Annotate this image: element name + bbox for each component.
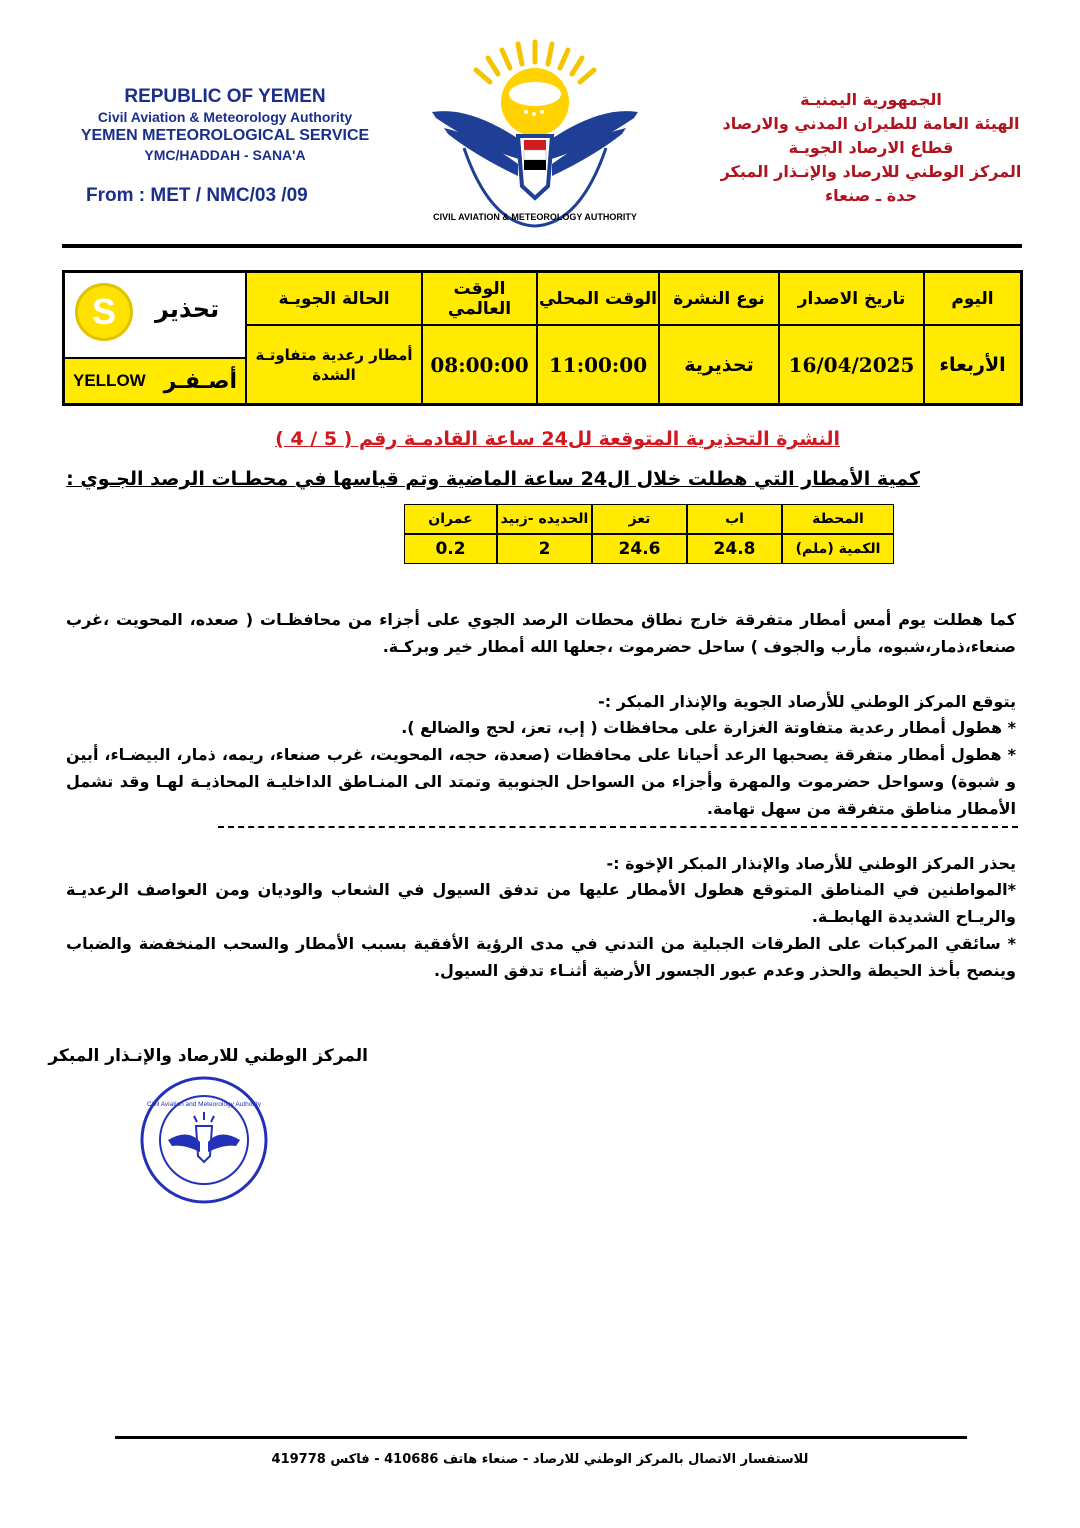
warning-level-ar: أصـفـر [163,368,237,394]
rain-header-taiz: تعز [593,505,686,533]
rain-header-amran: عمران [405,505,496,533]
header-issue-date: تاريخ الاصدار [780,273,923,324]
bulletin-info-table [62,270,1023,406]
rain-header-ibb: اب [688,505,781,533]
section-divider [218,826,1018,828]
rain-value-taiz: 24.6 [593,535,686,563]
rain-header-station: المحطة [783,505,893,533]
warning-intro: يحذر المركز الوطني للأرصاد والإنذار المبكر الإخوة :- [606,854,1016,873]
contact-footer: للاستفسار الاتصال بالمركز الوطني للارصاد - صنعاء هاتف 410686 - فاكس 419778 [271,1452,809,1467]
value-weather-state: أمطار رعدية متفاوتـة الشدة [247,326,421,403]
header-day: اليوم [925,273,1020,324]
bulletin-number: النشرة التحذيرية المتوقعة لل24 ساعة القادمـة رقم ( 5 / 4 ) [275,428,840,450]
yesterday-rain-paragraph: كما هطلت يوم أمس أمطار متفرقة خارج نطاق محطات الرصد الجوي على أجزاء من محافظـات ( صعده، المحويت ،غرب صنعاء،ذمار،شبوه، مأرب والجوف ) ساحل حضرموت ،جعلها الله أمطار خير وبركـة. [66,610,1016,656]
warning-level-bar [65,357,245,403]
header-utc-time: الوقت العالمي [423,273,536,324]
rain-header-hodeidah: الحديده -زبيد [498,505,591,533]
rain-label-amount: الكمية (ملم) [783,535,893,563]
value-issue-date: 16/04/2025 [780,326,923,403]
official-stamp-icon [138,1074,270,1206]
english-header [60,86,390,164]
signature-center: المركز الوطني للارصاد والإنـذار المبكر [48,1046,368,1066]
arabic-sector: قطاع الارصاد الجويـة [788,138,954,157]
warning-bullet-1: *المواطنين في المناطق المتوقع هطول الأمطار عليها من تدفق السيول في الشعاب والوديان ومن العواصف الرعديـة والريـاح الشديدة الهابطـة. [66,880,1016,926]
logo-caption: CIVIL AVIATION & METEOROLOGY AUTHORITY [433,212,637,222]
arabic-authority: الهيئة العامة للطيران المدني والارصاد [722,114,1020,133]
forecast-bullet-2: * هطول أمطار متفرقة يصحبها الرعد أحيانا على محافظات (صعدة، حجه، المحويت، غرب صنعاء، ريمه، ذمار، البيضـاء، أبين و شبوة) وسواحل حضرموت والمهرة وأجزاء من السواحل الجنوبية وتمتد الى المنـاطق الداخليـة المحاذيـة لهـا وقد تشمل الأمطار مناطق متفرقة من سهل تهامة. [66,745,1016,818]
value-utc-time: 08:00:00 [423,326,536,403]
rain-value-amran: 0.2 [405,535,496,563]
rainfall-table [404,504,894,564]
warning-title: تحذير [155,295,220,323]
authority-name: Civil Aviation & Meteorology Authority [97,109,353,125]
warning-s-icon: S [75,283,133,341]
forecast-bullet-1: * هطول أمطار رعدية متفاوتة الغزارة على محافظات ( إب، تعز، لحج والضالع ). [401,718,1016,737]
stamp-caption: Civil Aviation and Meteorology Authority [146,1101,262,1108]
warning-bullet-2: * سائقي المركبات على الطرقات الجبلية من التدني في مدى الرؤية الأفقية بسبب الأمطار والسحب المنخفضة والضباب وينصح بأخذ الحيطة والحذر وعدم عبور الجسور الأرضية أثنـاء تدفق السيول. [66,934,1016,980]
rain-value-ibb: 24.8 [688,535,781,563]
footer-divider [115,1436,967,1439]
location: YMC/HADDAH - SANA'A [144,147,306,163]
republic-title: REPUBLIC OF YEMEN [124,86,326,107]
value-bulletin-type: تحذيرية [660,326,778,403]
arabic-location: حدة ـ صنعاء [824,186,918,205]
rain-value-hodeidah: 2 [498,535,591,563]
service-name: YEMEN METEOROLOGICAL SERVICE [80,127,370,144]
arabic-center: المركز الوطني للارصاد والإنـذار المبكر [720,162,1022,181]
header-divider [62,244,1022,248]
header-bulletin-type: نوع النشرة [660,273,778,324]
header-local-time: الوقت المحلي [538,273,658,324]
authority-logo-icon [430,36,640,236]
from-reference: From : MET / NMC/03 /09 [86,185,308,206]
forecast-intro: يتوقع المركز الوطني للأرصاد الجوية والإنذار المبكر :- [598,692,1016,711]
warning-level-en: YELLOW [73,371,146,390]
arabic-header [706,88,1036,208]
header-weather-state: الحالة الجويـة [247,273,421,324]
rainfall-title: كمية الأمطار التي هطلت خلال ال24 ساعة الماضية وتم قياسها في محطـات الرصد الجـوي : [66,468,920,490]
value-local-time: 11:00:00 [538,326,658,403]
value-day: الأربعاء [925,326,1020,403]
warning-level-box [65,273,245,403]
arabic-republic: الجمهورية اليمنيـة [800,90,942,109]
